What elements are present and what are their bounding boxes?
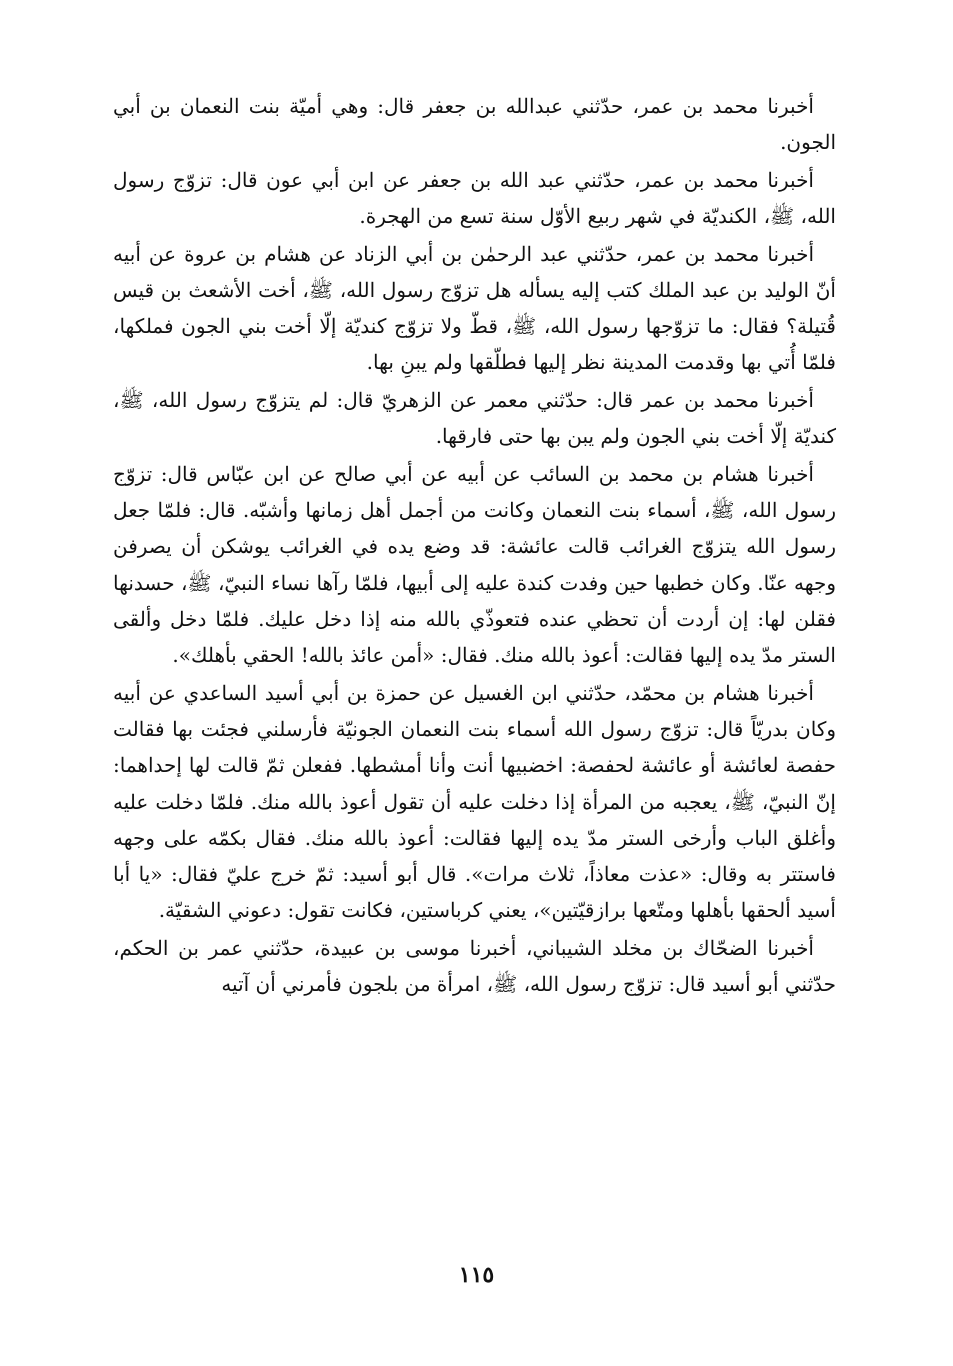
paragraph-4: أخبرنا محمد بن عمر قال: حدّثني معمر عن الزهريّ قال: لم يتزوّج رسول الله، ﷺ، كنديّة إلّا أخت بني الجون ولم يبن بها حتى فارقها.: [113, 387, 836, 449]
paragraph-6: أخبرنا هشام بن محمّد، حدّثني ابن الغسيل عن حمزة بن أبي أسيد الساعدي عن أبيه وكان بدريّاً قال: تزوّج رسول الله أسماء بنت النعمان الجونيّة فأرسلني فجئت بها فقالت حفصة لعائشة أو عائشة لحفصة: اخضبيها أنت وأنا أمشطها. ففعلن ثمّ قالت لها إحداهما: إنّ النبيّ، ﷺ، يعجبه من المرأة إذا دخلت عليه أن تقول أعوذ بالله منك. فلمّا دخلت عليه وأغلق الباب وأرخى الستر مدّ يده إليها فقالت: أعوذ بالله منك. فقال بكمّه على وجهه فاستتر به وقال: «عذت معاذاً، ثلاث مرات». قال أبو أسيد: ثمّ خرج عليّ فقال: «يا أبا أسيد ألحقها بأهلها ومتّعها برازقيّتين»، يعني كرباستين، فكانت تقول: دعوني الشقيّة.: [113, 680, 836, 923]
page-number: ١١٥: [458, 1262, 495, 1288]
paragraph-5: أخبرنا هشام بن محمد بن السائب عن أبيه عن أبي صالح عن ابن عبّاس قال: تزوّج رسول الله، ﷺ، أسماء بنت النعمان وكانت من أجمل أهل زمانها وأشبّه. قال: فلمّا جعل رسول الله يتزوّج الغرائب قالت عائشة: قد وضع يده في الغرائب يوشكن أن يصرفن وجهه عنّا. وكان خطبها حين وفدت كندة عليه إلى أبيها، فلمّا رآها نساء النبيّ، ﷺ، حسدنها فقلن لها: إن أردت أن تحظي عنده فتعوذّي بالله منه إذا دخل عليك. فلمّا دخل وألقى الستر مدّ يده إليها فقالت: أعوذ بالله منك. فقال: «أمن عائذ بالله! الحقي بأهلك».: [113, 461, 836, 668]
paragraph-3: أخبرنا محمد بن عمر، حدّثني عبد الرحمٰن بن أبي الزناد عن هشام بن عروة عن أبيه أنّ الوليد بن عبد الملك كتب إليه يسأله هل تزوّج رسول الله، ﷺ، أخت الأشعث بن قيس قُتيلة؟ فقال: ما تزوّجها رسول الله، ﷺ، قطّ ولا تزوّج كنديّة إلّا أخت بني الجون فملكها، فلمّا أُتي بها وقدمت المدينة نظر إليها فطلّقها ولم يبنِ بها.: [113, 241, 836, 375]
main-text: [113, 88, 836, 1004]
paragraph-1: أخبرنا محمد بن عمر، حدّثني عبدالله بن جعفر قال: وهي أميّة بنت النعمان بن أبي الجون.: [113, 94, 836, 155]
paragraph-7: أخبرنا الضحّاك بن مخلد الشيباني، أخبرنا موسى بن عبيدة، حدّثني عمر بن الحكم، حدّثني أبو أسيد قال: تزوّج رسول الله، ﷺ، امرأة من بلجون فأمرني أن آتيه: [113, 935, 836, 997]
paragraph-2: أخبرنا محمد بن عمر، حدّثني عبد الله بن جعفر عن ابن أبي عون قال: تزوّج رسول الله، ﷺ، الكنديّة في شهر ربيع الأوّل سنة تسع من الهجرة.: [113, 167, 836, 229]
